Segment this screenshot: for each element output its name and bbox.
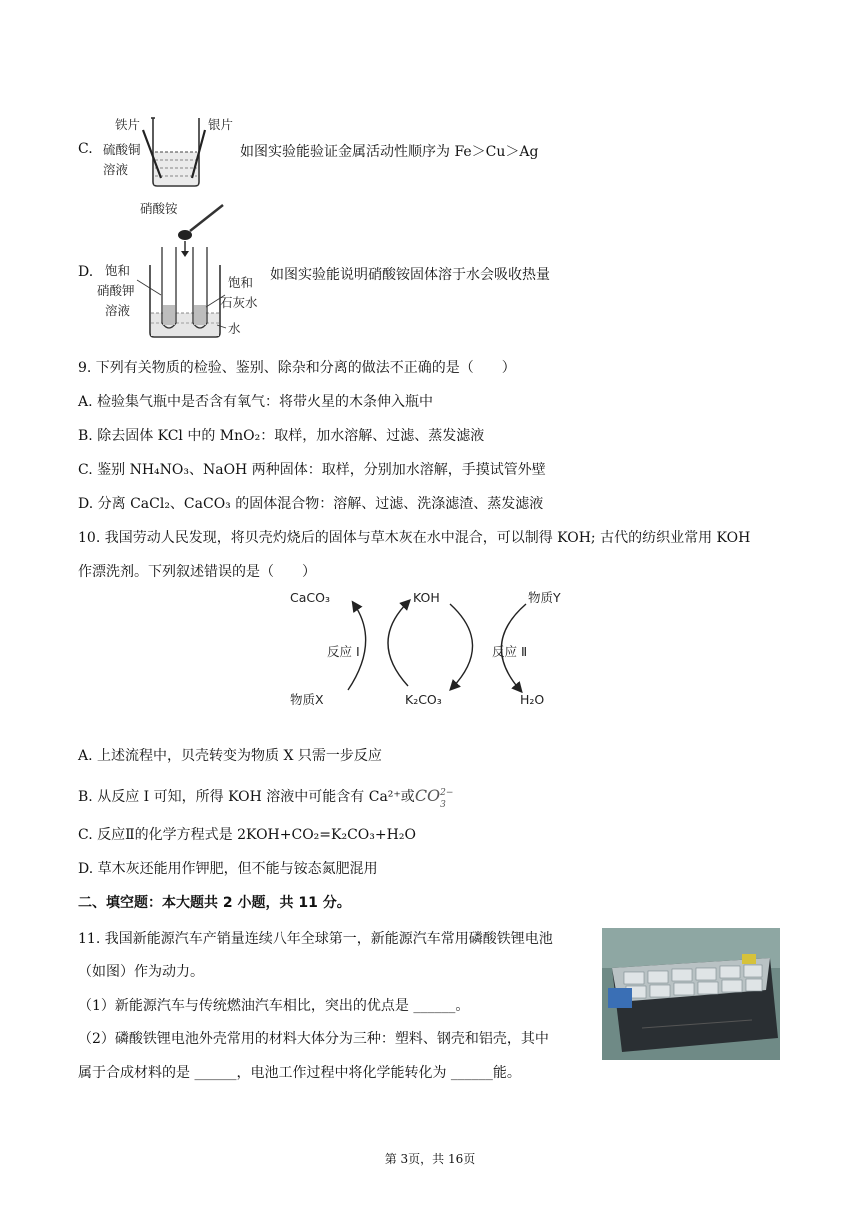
saturated-kno3-label-1: 饱和: [105, 263, 131, 278]
q10-option-c: C. 反应Ⅱ的化学方程式是 2KOH+CO₂=K₂CO₃+H₂O: [78, 827, 416, 843]
copper-sulfate-label-1: 硫酸铜: [103, 142, 141, 157]
q8-d-text: 如图实验能说明硝酸铵固体溶于水会吸收热量: [270, 267, 550, 283]
q10-option-b: [78, 786, 454, 810]
q9-option-c: C. 鉴别 NH₄NO₃、NaOH 两种固体：取样，分别加水溶解，手摸试管外壁: [78, 462, 546, 478]
q10-option-d: D. 草木灰还能用作钾肥，但不能与铵态氮肥混用: [78, 861, 378, 877]
q10-stem-line-1: 10. 我国劳动人民发现，将贝壳灼烧后的固体与草木灰在水中混合，可以制得 KOH; 古代的纺织业常用 KOH: [78, 530, 751, 546]
diagram-substance-y: 物质Y: [528, 590, 561, 605]
q11-part-1: （1）新能源汽车与传统燃油汽车相比，突出的优点是 ______。: [78, 998, 470, 1014]
q11-stem-line-1: 11. 我国新能源汽车产销量连续八年全球第一，新能源汽车常用磷酸铁锂电池: [78, 931, 553, 947]
copper-sulfate-label-2: 溶液: [103, 162, 129, 177]
diagram-reaction-2: 反应 Ⅱ: [492, 644, 528, 659]
limewater-label-2: 石灰水: [220, 295, 258, 310]
section-2-heading: 二、填空题：本大题共 2 小题，共 11 分。: [78, 895, 351, 911]
q9-option-d: D. 分离 CaCl₂、CaCO₃ 的固体混合物：溶解、过滤、洗涤滤渣、蒸发滤液: [78, 496, 544, 512]
diagram-k2co3: K₂CO₃: [405, 692, 442, 707]
q10-option-a: A. 上述流程中，贝壳转变为物质 X 只需一步反应: [78, 748, 382, 764]
diagram-koh: KOH: [413, 590, 440, 605]
q8-c-prefix: C.: [78, 141, 93, 157]
water-label: 水: [228, 321, 241, 336]
q10-option-b-text: B. 从反应 I 可知，所得 KOH 溶液中可能含有 Ca²⁺或: [78, 789, 415, 805]
saturated-kno3-label-2: 硝酸钾: [97, 283, 135, 298]
diagram-reaction-1: 反应 I: [327, 644, 360, 659]
diagram-substance-x: 物质X: [290, 692, 324, 707]
q11-stem-line-2: （如图）作为动力。: [78, 964, 204, 980]
nh4no3-label: 硝酸铵: [140, 201, 178, 216]
page-footer: 第 3页，共 16页: [384, 1152, 476, 1166]
test-tube-figure-d: [95, 195, 270, 345]
limewater-label-1: 饱和: [228, 275, 254, 290]
q9-option-a: A. 检验集气瓶中是否含有氧气：将带火星的木条伸入瓶中: [78, 394, 434, 410]
q11-part-2-line-2: 属于合成材料的是 ______，电池工作过程中将化学能转化为 ______能。: [78, 1065, 521, 1081]
diagram-caco3: CaCO₃: [290, 590, 330, 605]
q9-option-b: B. 除去固体 KCl 中的 MnO₂：取样，加水溶解、过滤、蒸发滤液: [78, 428, 485, 444]
battery-photo: [602, 928, 780, 1060]
saturated-kno3-label-3: 溶液: [105, 303, 131, 318]
q8-d-prefix: D.: [78, 264, 94, 280]
iron-strip-label: 铁片: [115, 117, 141, 132]
diagram-h2o: H₂O: [520, 692, 545, 707]
carbonate-ion: CO 2− 3: [414, 786, 454, 810]
reaction-cycle-diagram: [280, 582, 580, 712]
q8-c-text: 如图实验能验证金属活动性顺序为 Fe＞Cu＞Ag: [240, 144, 539, 160]
q10-stem-line-2: 作漂洗剂。下列叙述错误的是（ ）: [78, 564, 316, 580]
q11-part-2-line-1: （2）磷酸铁锂电池外壳常用的材料大体分为三种：塑料、钢壳和铝壳，其中: [78, 1031, 549, 1047]
q9-stem: 9. 下列有关物质的检验、鉴别、除杂和分离的做法不正确的是（ ）: [78, 360, 516, 376]
beaker-figure-c: [95, 108, 245, 190]
silver-strip-label: 银片: [208, 117, 234, 132]
